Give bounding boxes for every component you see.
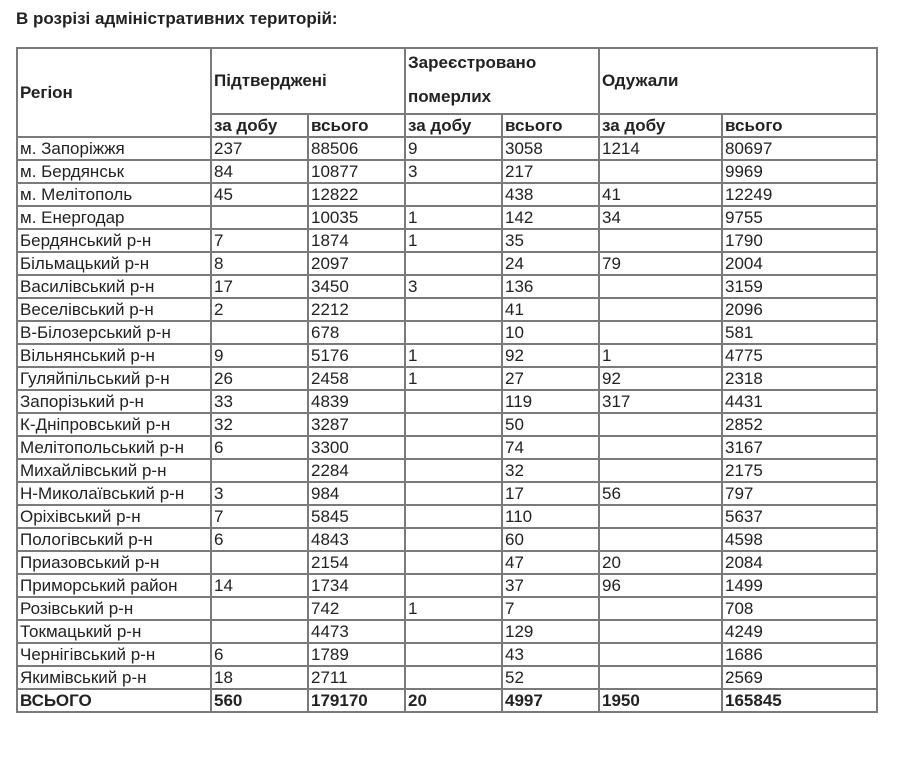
- confirmed-day-cell: 9: [211, 344, 308, 367]
- region-cell: м. Енергодар: [17, 206, 211, 229]
- confirmed-total-cell: 678: [308, 321, 405, 344]
- deaths-total-cell: 43: [502, 643, 599, 666]
- table-row: [17, 275, 877, 298]
- deaths-total-cell: 50: [502, 413, 599, 436]
- deaths-day-cell: [405, 321, 502, 344]
- recovered-day-cell: [599, 413, 722, 436]
- section-heading: В розрізі адміністративних територій:: [16, 9, 338, 28]
- table-row: [17, 390, 877, 413]
- recovered-total-cell: 3167: [722, 436, 877, 459]
- deaths-day-cell: [405, 459, 502, 482]
- deaths-total-cell: 110: [502, 505, 599, 528]
- totals-row: [17, 689, 877, 712]
- region-cell: Пологівський р-н: [17, 528, 211, 551]
- recovered-day-cell: 96: [599, 574, 722, 597]
- confirmed-day-cell: 6: [211, 643, 308, 666]
- confirmed-total-cell: 4843: [308, 528, 405, 551]
- recovered-day-cell: 79: [599, 252, 722, 275]
- recovered-total-cell: 2852: [722, 413, 877, 436]
- region-cell: м. Запоріжжя: [17, 137, 211, 160]
- table-row: [17, 482, 877, 505]
- table-row: [17, 160, 877, 183]
- deaths-total-cell: 129: [502, 620, 599, 643]
- deaths-header: [405, 48, 599, 114]
- confirmed-total-cell: 2284: [308, 459, 405, 482]
- deaths-day-cell: [405, 643, 502, 666]
- confirmed-total-cell: 10035: [308, 206, 405, 229]
- recovered-total-cell: 12249: [722, 183, 877, 206]
- confirmed-day-cell: [211, 321, 308, 344]
- confirmed-total-cell: 742: [308, 597, 405, 620]
- confirmed-day-cell: 45: [211, 183, 308, 206]
- confirmed-day-cell: [211, 597, 308, 620]
- recovered-total-cell: 9969: [722, 160, 877, 183]
- recovered-total-cell: 708: [722, 597, 877, 620]
- recovered-day-cell: [599, 275, 722, 298]
- deaths-total-cell: 47: [502, 551, 599, 574]
- deaths-header-line2: померлих: [408, 87, 492, 106]
- deaths-total-cell: 119: [502, 390, 599, 413]
- table-row: [17, 206, 877, 229]
- confirmed-day-cell: 18: [211, 666, 308, 689]
- confirmed-total-cell: 2711: [308, 666, 405, 689]
- region-cell: Мелітопольський р-н: [17, 436, 211, 459]
- total-recovered-total-cell: 165845: [722, 689, 877, 712]
- region-cell: Оріхівський р-н: [17, 505, 211, 528]
- deaths-day-cell: [405, 183, 502, 206]
- recovered-day-cell: 1: [599, 344, 722, 367]
- recovered-day-cell: 20: [599, 551, 722, 574]
- deaths-day-cell: [405, 413, 502, 436]
- deaths-per-day-header: за добу: [405, 114, 502, 137]
- recovered-day-cell: 317: [599, 390, 722, 413]
- confirmed-total-cell: 2212: [308, 298, 405, 321]
- recovered-total-cell: 2084: [722, 551, 877, 574]
- table-row: [17, 137, 877, 160]
- table-row: [17, 505, 877, 528]
- confirmed-day-cell: 6: [211, 528, 308, 551]
- confirmed-day-cell: 33: [211, 390, 308, 413]
- deaths-day-cell: 9: [405, 137, 502, 160]
- confirmed-day-cell: [211, 620, 308, 643]
- recovered-total-cell: 2096: [722, 298, 877, 321]
- table-row: [17, 643, 877, 666]
- confirmed-total-cell: 3287: [308, 413, 405, 436]
- confirmed-total-cell: 5176: [308, 344, 405, 367]
- deaths-day-cell: [405, 390, 502, 413]
- confirmed-day-cell: 84: [211, 160, 308, 183]
- confirmed-total-cell: 3300: [308, 436, 405, 459]
- region-cell: Приморський район: [17, 574, 211, 597]
- recovered-day-cell: [599, 597, 722, 620]
- deaths-day-cell: 1: [405, 344, 502, 367]
- deaths-day-cell: [405, 620, 502, 643]
- deaths-day-cell: 1: [405, 367, 502, 390]
- deaths-day-cell: [405, 528, 502, 551]
- recovered-day-cell: [599, 505, 722, 528]
- region-cell: Розівський р-н: [17, 597, 211, 620]
- deaths-total-cell: 37: [502, 574, 599, 597]
- confirmed-day-cell: [211, 551, 308, 574]
- deaths-day-cell: [405, 666, 502, 689]
- recovered-total-cell: 3159: [722, 275, 877, 298]
- recovered-day-cell: 41: [599, 183, 722, 206]
- deaths-day-cell: [405, 482, 502, 505]
- confirmed-total-cell: 2154: [308, 551, 405, 574]
- region-cell: Якимівський р-н: [17, 666, 211, 689]
- table-row: [17, 229, 877, 252]
- confirmed-total-cell: 2458: [308, 367, 405, 390]
- table-row: [17, 413, 877, 436]
- confirmed-total-cell: 984: [308, 482, 405, 505]
- confirmed-header: Підтверджені: [211, 48, 405, 114]
- table-row: [17, 367, 877, 390]
- total-recovered-day-cell: 1950: [599, 689, 722, 712]
- recovered-day-cell: 56: [599, 482, 722, 505]
- recovered-day-cell: [599, 298, 722, 321]
- total-region-cell: ВСЬОГО: [17, 689, 211, 712]
- recovered-header: Одужали: [599, 48, 877, 114]
- deaths-day-cell: [405, 436, 502, 459]
- table-row: [17, 344, 877, 367]
- deaths-total-cell: 74: [502, 436, 599, 459]
- deaths-day-cell: [405, 298, 502, 321]
- recovered-total-cell: 9755: [722, 206, 877, 229]
- region-cell: Більмацький р-н: [17, 252, 211, 275]
- confirmed-day-cell: 237: [211, 137, 308, 160]
- confirmed-total-cell: 4473: [308, 620, 405, 643]
- recovered-total-cell: 4775: [722, 344, 877, 367]
- total-confirmed-day-cell: 560: [211, 689, 308, 712]
- table-row: [17, 459, 877, 482]
- deaths-total-header: всього: [502, 114, 599, 137]
- recovered-total-cell: 1790: [722, 229, 877, 252]
- deaths-total-cell: 17: [502, 482, 599, 505]
- stats-table: [16, 47, 878, 713]
- deaths-day-cell: [405, 574, 502, 597]
- table-row: [17, 436, 877, 459]
- recovered-total-cell: 797: [722, 482, 877, 505]
- table-row: [17, 298, 877, 321]
- region-cell: Гуляйпільський р-н: [17, 367, 211, 390]
- recovered-total-header: всього: [722, 114, 877, 137]
- confirmed-day-cell: 17: [211, 275, 308, 298]
- confirmed-total-cell: 10877: [308, 160, 405, 183]
- region-cell: Приазовський р-н: [17, 551, 211, 574]
- deaths-total-cell: 35: [502, 229, 599, 252]
- deaths-day-cell: [405, 551, 502, 574]
- deaths-total-cell: 136: [502, 275, 599, 298]
- deaths-total-cell: 92: [502, 344, 599, 367]
- total-confirmed-total-cell: 179170: [308, 689, 405, 712]
- recovered-total-cell: 1499: [722, 574, 877, 597]
- confirmed-total-header: всього: [308, 114, 405, 137]
- deaths-day-cell: 1: [405, 206, 502, 229]
- deaths-total-cell: 217: [502, 160, 599, 183]
- recovered-total-cell: 1686: [722, 643, 877, 666]
- confirmed-per-day-header: за добу: [211, 114, 308, 137]
- recovered-day-cell: [599, 321, 722, 344]
- deaths-day-cell: 3: [405, 275, 502, 298]
- deaths-total-cell: 438: [502, 183, 599, 206]
- deaths-total-cell: 24: [502, 252, 599, 275]
- recovered-total-cell: 581: [722, 321, 877, 344]
- confirmed-total-cell: 12822: [308, 183, 405, 206]
- table-row: [17, 597, 877, 620]
- confirmed-total-cell: 3450: [308, 275, 405, 298]
- region-cell: Н-Миколаївський р-н: [17, 482, 211, 505]
- recovered-total-cell: 5637: [722, 505, 877, 528]
- region-cell: Вільнянський р-н: [17, 344, 211, 367]
- confirmed-total-cell: 1789: [308, 643, 405, 666]
- region-cell: Бердянський р-н: [17, 229, 211, 252]
- recovered-total-cell: 2318: [722, 367, 877, 390]
- recovered-day-cell: [599, 160, 722, 183]
- recovered-total-cell: 2004: [722, 252, 877, 275]
- confirmed-day-cell: 8: [211, 252, 308, 275]
- confirmed-day-cell: 6: [211, 436, 308, 459]
- recovered-day-cell: [599, 643, 722, 666]
- table-row: [17, 252, 877, 275]
- deaths-header-line1: Зареєстровано: [408, 53, 537, 72]
- recovered-day-cell: [599, 436, 722, 459]
- confirmed-day-cell: 7: [211, 505, 308, 528]
- deaths-total-cell: 60: [502, 528, 599, 551]
- recovered-day-cell: [599, 528, 722, 551]
- confirmed-total-cell: 4839: [308, 390, 405, 413]
- recovered-total-cell: 4598: [722, 528, 877, 551]
- table-row: [17, 666, 877, 689]
- confirmed-day-cell: 2: [211, 298, 308, 321]
- region-cell: м. Бердянськ: [17, 160, 211, 183]
- recovered-total-cell: 4431: [722, 390, 877, 413]
- region-cell: Запорізький р-н: [17, 390, 211, 413]
- region-cell: Веселівський р-н: [17, 298, 211, 321]
- recovered-total-cell: 2175: [722, 459, 877, 482]
- recovered-day-cell: [599, 459, 722, 482]
- confirmed-day-cell: 32: [211, 413, 308, 436]
- confirmed-day-cell: [211, 206, 308, 229]
- table-row: [17, 183, 877, 206]
- confirmed-day-cell: [211, 459, 308, 482]
- deaths-total-cell: 7: [502, 597, 599, 620]
- recovered-total-cell: 80697: [722, 137, 877, 160]
- confirmed-day-cell: 26: [211, 367, 308, 390]
- region-cell: В-Білозерський р-н: [17, 321, 211, 344]
- deaths-day-cell: 3: [405, 160, 502, 183]
- table-row: [17, 551, 877, 574]
- deaths-total-cell: 41: [502, 298, 599, 321]
- confirmed-day-cell: 3: [211, 482, 308, 505]
- recovered-day-cell: 1214: [599, 137, 722, 160]
- confirmed-total-cell: 1734: [308, 574, 405, 597]
- recovered-day-cell: 34: [599, 206, 722, 229]
- recovered-day-cell: [599, 666, 722, 689]
- recovered-day-cell: 92: [599, 367, 722, 390]
- recovered-total-cell: 4249: [722, 620, 877, 643]
- confirmed-total-cell: 88506: [308, 137, 405, 160]
- deaths-total-cell: 27: [502, 367, 599, 390]
- recovered-total-cell: 2569: [722, 666, 877, 689]
- recovered-per-day-header: за добу: [599, 114, 722, 137]
- region-cell: Василівський р-н: [17, 275, 211, 298]
- region-cell: К-Дніпровський р-н: [17, 413, 211, 436]
- deaths-day-cell: 1: [405, 597, 502, 620]
- deaths-day-cell: [405, 505, 502, 528]
- region-cell: Чернігівський р-н: [17, 643, 211, 666]
- total-deaths-total-cell: 4997: [502, 689, 599, 712]
- table-header-row: [17, 48, 877, 114]
- confirmed-total-cell: 5845: [308, 505, 405, 528]
- confirmed-day-cell: 14: [211, 574, 308, 597]
- table-row: [17, 620, 877, 643]
- region-cell: Токмацький р-н: [17, 620, 211, 643]
- deaths-total-cell: 52: [502, 666, 599, 689]
- region-cell: м. Мелітополь: [17, 183, 211, 206]
- deaths-day-cell: [405, 252, 502, 275]
- deaths-total-cell: 10: [502, 321, 599, 344]
- confirmed-total-cell: 1874: [308, 229, 405, 252]
- recovered-day-cell: [599, 620, 722, 643]
- table-row: [17, 528, 877, 551]
- confirmed-day-cell: 7: [211, 229, 308, 252]
- recovered-day-cell: [599, 229, 722, 252]
- deaths-total-cell: 142: [502, 206, 599, 229]
- table-row: [17, 321, 877, 344]
- deaths-day-cell: 1: [405, 229, 502, 252]
- region-cell: Михайлівський р-н: [17, 459, 211, 482]
- confirmed-total-cell: 2097: [308, 252, 405, 275]
- region-header: Регіон: [17, 48, 211, 137]
- total-deaths-day-cell: 20: [405, 689, 502, 712]
- deaths-total-cell: 3058: [502, 137, 599, 160]
- table-row: [17, 574, 877, 597]
- deaths-total-cell: 32: [502, 459, 599, 482]
